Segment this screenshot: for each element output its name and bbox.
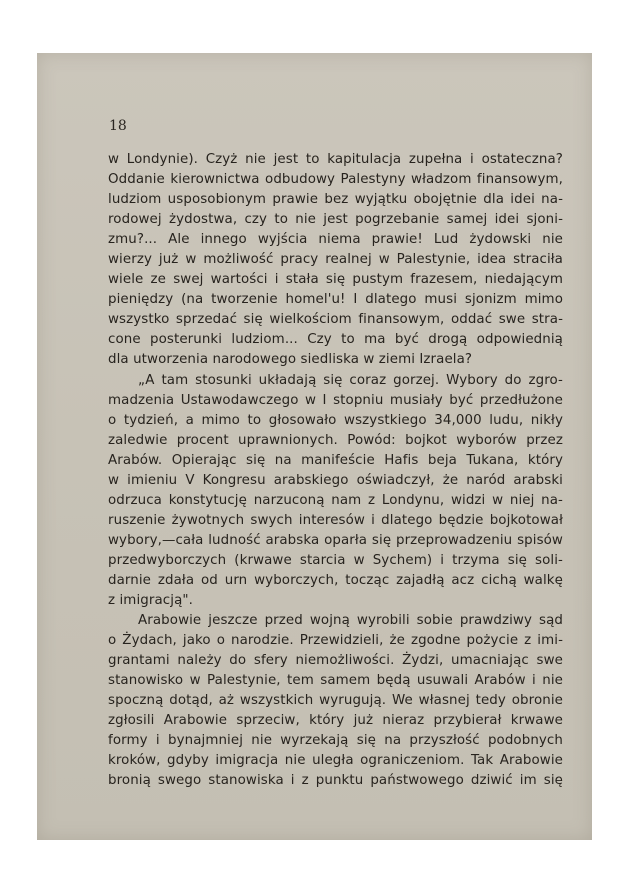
text-line: zaledwie procent uprawnionych. Powód: bojkot wyborów przez xyxy=(108,432,563,448)
book-page xyxy=(37,53,592,840)
text-line: bronią swego stanowiska i z punktu państwowego dziwić im się xyxy=(108,773,563,789)
text-line: o tydzień, a mimo to głosowało wszystkiego 34,000 ludu, nikły xyxy=(108,412,563,428)
text-line: przedwyborczych (krwawe starcia w Sychem) i trzyma się soli- xyxy=(108,552,563,568)
body-text xyxy=(108,150,563,792)
text-line: odrzuca konstytucję narzuconą nam z Londynu, widzi w niej na- xyxy=(108,492,563,508)
text-line: spoczną dotąd, aż wszystkich wyrugują. We własnej tedy obronie xyxy=(108,693,563,709)
text-line: cone posterunki ludziom... Czy to ma być drogą odpowiednią xyxy=(108,332,563,348)
text-line: kroków, gdyby imigracja nie uległa ograniczeniom. Tak Arabowie xyxy=(108,753,563,769)
text-line: formy i bynajmniej nie wyrzekają się na przyszłość podobnych xyxy=(108,733,563,749)
text-line: w imieniu V Kongresu arabskiego oświadczył, że naród arabski xyxy=(108,472,563,488)
text-line: Arabowie jeszcze przed wojną wyrobili sobie prawdziwy sąd xyxy=(138,613,563,629)
text-line: zgłosili Arabowie sprzeciw, który już nieraz przybierał krwawe xyxy=(108,713,563,729)
text-line: z imigracją". xyxy=(108,593,193,609)
text-line: rodowej żydostwa, czy to nie jest pogrzebanie samej idei sjoni- xyxy=(108,212,563,228)
text-line: pieniędzy (na tworzenie homel'u! I dlatego musi sjonizm mimo xyxy=(108,292,563,308)
text-line: zmu?... Ale innego wyjścia niema prawie! Lud żydowski nie xyxy=(108,232,563,248)
text-line: Oddanie kierownictwa odbudowy Palestyny władzom finansowym, xyxy=(108,172,563,188)
text-line: ludziom usposobionym prawie bez wyjątku obojętnie dla idei na- xyxy=(108,192,563,208)
text-line: stanowisko w Palestynie, tem samem będą usuwali Arabów i nie xyxy=(108,673,563,689)
text-line: wybory,—cała ludność arabska oparła się przeprowadzeniu spisów xyxy=(108,532,563,548)
text-line: wiele ze swej wartości i stała się pustym frazesem, niedającym xyxy=(108,272,563,288)
page-number: 18 xyxy=(109,118,127,134)
text-line: „A tam stosunki układają się coraz gorzej. Wybory do zgro- xyxy=(138,372,563,388)
text-line: wierzy już w możliwość pracy realnej w Palestynie, idea straciła xyxy=(108,252,563,268)
text-line: o Żydach, jako o narodzie. Przewidzieli, że zgodne pożycie z imi- xyxy=(108,633,563,649)
text-line: Arabów. Opierając się na manifeście Hafis beja Tukana, który xyxy=(108,452,563,468)
text-line: w Londynie). Czyż nie jest to kapitulacja zupełna i ostateczna? xyxy=(108,152,563,167)
text-line: darnie zdała od urn wyborczych, tocząc zajadłą acz cichą walkę xyxy=(108,572,563,588)
text-line: dla utworzenia narodowego siedliska w ziemi Izraela? xyxy=(108,352,473,368)
text-line: wszystko sprzedać się wielkościom finansowym, oddać swe stra- xyxy=(108,312,563,328)
text-line: grantami należy do sfery niemożliwości. Żydzi, umacniając swe xyxy=(108,653,563,669)
text-line: madzenia Ustawodawczego w I stopniu musiały być przedłużone xyxy=(108,392,563,408)
text-line: ruszenie żywotnych swych interesów i dlatego będzie bojkotował xyxy=(108,512,563,528)
